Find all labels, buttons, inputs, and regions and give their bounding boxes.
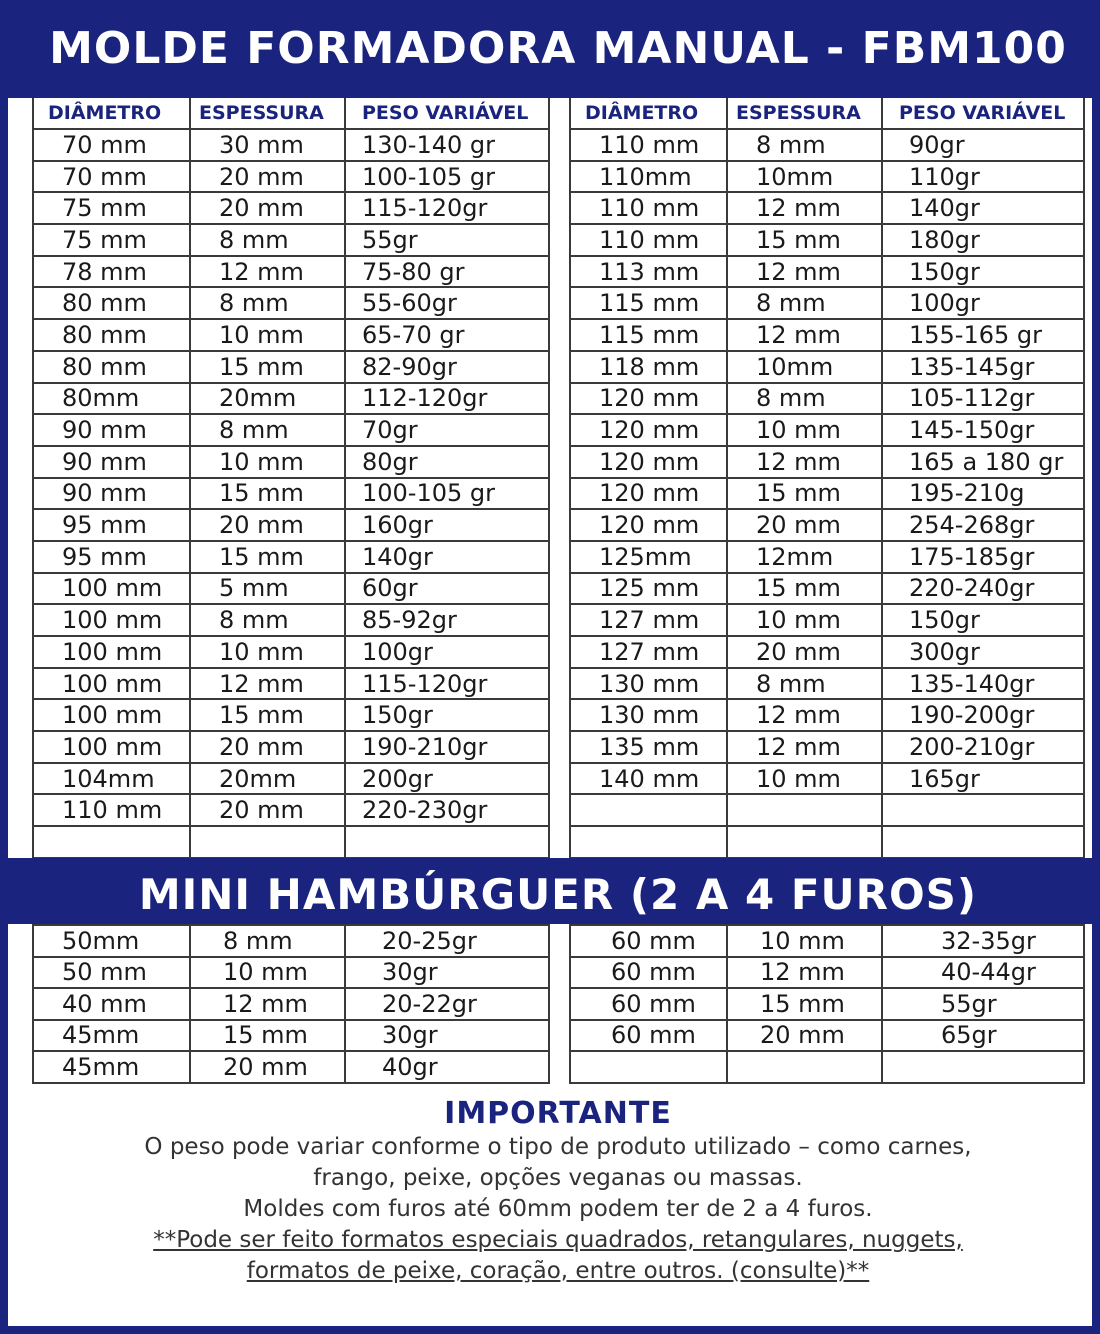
cell-thickness: 12 mm — [727, 699, 882, 731]
cell-diameter: 127 mm — [570, 636, 727, 668]
table-row — [570, 509, 1084, 541]
cell-weight: 130-140 gr — [345, 129, 549, 161]
table-row — [570, 636, 1084, 668]
table-row — [570, 383, 1084, 415]
cell-diameter — [570, 826, 727, 858]
column-header-diameter: DIÂMETRO — [570, 98, 727, 129]
table-row — [33, 446, 549, 478]
column-header-thickness: ESPESSURA — [727, 98, 882, 129]
cell-weight: 150gr — [345, 699, 549, 731]
table-row — [33, 731, 549, 763]
table-row — [33, 414, 549, 446]
cell-diameter: 70 mm — [33, 129, 190, 161]
cell-thickness: 15 mm — [727, 478, 882, 510]
column-header-thickness: ESPESSURA — [190, 98, 345, 129]
cell-thickness: 15 mm — [727, 224, 882, 256]
cell-weight: 55gr — [345, 224, 549, 256]
cell-weight: 100-105 gr — [345, 161, 549, 193]
cell-weight — [345, 826, 549, 858]
cell-weight: 20-22gr — [345, 988, 549, 1020]
cell-diameter: 78 mm — [33, 256, 190, 288]
cell-weight: 70gr — [345, 414, 549, 446]
cell-weight: 82-90gr — [345, 351, 549, 383]
cell-thickness: 12 mm — [727, 319, 882, 351]
cell-diameter: 75 mm — [33, 224, 190, 256]
cell-diameter: 50 mm — [33, 957, 190, 989]
table-row — [570, 129, 1084, 161]
cell-thickness: 10 mm — [190, 446, 345, 478]
cell-weight: 30gr — [345, 957, 549, 989]
cell-thickness: 8 mm — [190, 287, 345, 319]
cell-weight: 90gr — [882, 129, 1084, 161]
cell-thickness: 15 mm — [190, 478, 345, 510]
table-row — [33, 161, 549, 193]
cell-diameter: 80 mm — [33, 319, 190, 351]
table-row — [570, 668, 1084, 700]
note-special-formats: **Pode ser feito formatos especiais quadrados, retangulares, nuggets, — [153, 1227, 963, 1253]
cell-diameter: 90 mm — [33, 414, 190, 446]
table-row — [570, 478, 1084, 510]
note-text: Moldes com furos até 60mm podem ter de 2 a 4 furos. — [243, 1196, 873, 1222]
cell-thickness: 10 mm — [190, 319, 345, 351]
cell-thickness: 12 mm — [190, 988, 345, 1020]
cell-diameter: 50mm — [33, 925, 190, 957]
cell-thickness: 15 mm — [190, 1020, 345, 1052]
cell-thickness: 8 mm — [727, 287, 882, 319]
cell-thickness: 20mm — [190, 383, 345, 415]
cell-diameter — [33, 826, 190, 858]
cell-diameter: 110 mm — [570, 224, 727, 256]
cell-diameter: 80 mm — [33, 351, 190, 383]
cell-thickness: 10 mm — [727, 925, 882, 957]
cell-weight: 55gr — [882, 988, 1084, 1020]
cell-thickness — [190, 826, 345, 858]
cell-thickness: 15 mm — [727, 988, 882, 1020]
cell-diameter: 100 mm — [33, 668, 190, 700]
cell-diameter: 60 mm — [570, 988, 727, 1020]
cell-weight — [882, 794, 1084, 826]
cell-diameter — [570, 1051, 727, 1083]
cell-diameter: 104mm — [33, 763, 190, 795]
notes-section — [8, 1096, 1100, 1287]
table-row — [570, 1020, 1084, 1052]
table-row — [570, 826, 1084, 858]
mini-table-right — [569, 924, 1085, 1084]
cell-diameter: 135 mm — [570, 731, 727, 763]
table-row — [33, 636, 549, 668]
cell-thickness: 15 mm — [190, 541, 345, 573]
table-row — [570, 604, 1084, 636]
note-text: O peso pode variar conforme o tipo de produto utilizado – como carnes, — [144, 1134, 972, 1160]
cell-diameter: 100 mm — [33, 604, 190, 636]
table-row — [570, 763, 1084, 795]
cell-diameter: 127 mm — [570, 604, 727, 636]
table-row — [33, 383, 549, 415]
table-row — [33, 1051, 549, 1083]
cell-weight: 200gr — [345, 763, 549, 795]
cell-thickness — [727, 1051, 882, 1083]
cell-weight: 145-150gr — [882, 414, 1084, 446]
cell-weight: 220-230gr — [345, 794, 549, 826]
cell-thickness — [727, 794, 882, 826]
cell-weight: 150gr — [882, 256, 1084, 288]
cell-weight: 150gr — [882, 604, 1084, 636]
header-row — [570, 98, 1084, 129]
table-row — [33, 478, 549, 510]
cell-weight: 165 a 180 gr — [882, 446, 1084, 478]
cell-thickness: 10 mm — [727, 604, 882, 636]
cell-thickness: 20 mm — [190, 794, 345, 826]
cell-diameter: 110mm — [570, 161, 727, 193]
cell-weight: 40gr — [345, 1051, 549, 1083]
cell-thickness: 15 mm — [190, 699, 345, 731]
table-row — [33, 541, 549, 573]
table-row — [33, 826, 549, 858]
table-row — [33, 129, 549, 161]
cell-diameter: 90 mm — [33, 478, 190, 510]
cell-weight: 180gr — [882, 224, 1084, 256]
cell-weight: 195-210g — [882, 478, 1084, 510]
table-row — [33, 699, 549, 731]
cell-weight — [882, 1051, 1084, 1083]
cell-diameter: 120 mm — [570, 446, 727, 478]
mini-table-left — [32, 924, 550, 1084]
cell-weight: 30gr — [345, 1020, 549, 1052]
cell-thickness: 10 mm — [190, 636, 345, 668]
cell-diameter: 120 mm — [570, 478, 727, 510]
table-row — [570, 351, 1084, 383]
table-row — [570, 731, 1084, 763]
cell-diameter: 118 mm — [570, 351, 727, 383]
cell-diameter: 100 mm — [33, 573, 190, 605]
table-row — [570, 988, 1084, 1020]
cell-weight: 175-185gr — [882, 541, 1084, 573]
cell-weight: 65-70 gr — [345, 319, 549, 351]
cell-weight: 32-35gr — [882, 925, 1084, 957]
cell-weight: 100gr — [882, 287, 1084, 319]
cell-thickness: 10 mm — [727, 763, 882, 795]
main-table-left — [32, 98, 550, 859]
table-row — [33, 604, 549, 636]
column-header-diameter: DIÂMETRO — [33, 98, 190, 129]
cell-thickness: 12 mm — [727, 957, 882, 989]
cell-thickness: 12 mm — [727, 256, 882, 288]
table-row — [570, 925, 1084, 957]
cell-weight: 85-92gr — [345, 604, 549, 636]
cell-thickness: 20 mm — [190, 192, 345, 224]
cell-diameter: 100 mm — [33, 636, 190, 668]
table-row — [570, 699, 1084, 731]
cell-thickness: 8 mm — [190, 414, 345, 446]
cell-weight: 110gr — [882, 161, 1084, 193]
table-row — [570, 957, 1084, 989]
cell-thickness: 8 mm — [727, 129, 882, 161]
cell-weight: 60gr — [345, 573, 549, 605]
cell-thickness: 15 mm — [190, 351, 345, 383]
cell-weight: 65gr — [882, 1020, 1084, 1052]
cell-weight: 300gr — [882, 636, 1084, 668]
cell-thickness: 15 mm — [727, 573, 882, 605]
cell-thickness: 12 mm — [727, 192, 882, 224]
column-header-weight: PESO VARIÁVEL — [345, 98, 549, 129]
cell-thickness: 20 mm — [190, 161, 345, 193]
cell-thickness: 8 mm — [190, 925, 345, 957]
table-row — [570, 414, 1084, 446]
cell-weight: 20-25gr — [345, 925, 549, 957]
notes-heading: IMPORTANTE — [444, 1096, 672, 1131]
cell-thickness: 10 mm — [727, 414, 882, 446]
table-row — [33, 925, 549, 957]
cell-weight: 105-112gr — [882, 383, 1084, 415]
cell-diameter: 40 mm — [33, 988, 190, 1020]
table-row — [33, 319, 549, 351]
table-row — [33, 957, 549, 989]
cell-weight: 190-210gr — [345, 731, 549, 763]
table-row — [570, 256, 1084, 288]
cell-diameter: 60 mm — [570, 1020, 727, 1052]
cell-thickness: 8 mm — [727, 383, 882, 415]
table-row — [33, 509, 549, 541]
cell-thickness: 10 mm — [190, 957, 345, 989]
cell-diameter: 110 mm — [570, 129, 727, 161]
cell-diameter: 115 mm — [570, 287, 727, 319]
cell-weight: 254-268gr — [882, 509, 1084, 541]
cell-thickness: 20mm — [190, 763, 345, 795]
cell-diameter: 110 mm — [570, 192, 727, 224]
cell-diameter: 110 mm — [33, 794, 190, 826]
cell-diameter: 70 mm — [33, 161, 190, 193]
table-row — [33, 192, 549, 224]
cell-thickness: 20 mm — [190, 509, 345, 541]
cell-thickness: 20 mm — [727, 1020, 882, 1052]
cell-weight: 55-60gr — [345, 287, 549, 319]
cell-thickness: 12 mm — [727, 446, 882, 478]
table-row — [570, 573, 1084, 605]
cell-diameter: 100 mm — [33, 731, 190, 763]
cell-weight: 100-105 gr — [345, 478, 549, 510]
cell-diameter: 90 mm — [33, 446, 190, 478]
cell-weight: 135-140gr — [882, 668, 1084, 700]
cell-thickness: 30 mm — [190, 129, 345, 161]
cell-diameter: 130 mm — [570, 699, 727, 731]
cell-thickness: 10mm — [727, 351, 882, 383]
cell-diameter: 125mm — [570, 541, 727, 573]
cell-diameter: 115 mm — [570, 319, 727, 351]
cell-weight: 190-200gr — [882, 699, 1084, 731]
cell-weight: 160gr — [345, 509, 549, 541]
cell-weight: 135-145gr — [882, 351, 1084, 383]
main-table-right — [569, 98, 1085, 859]
cell-weight: 140gr — [345, 541, 549, 573]
cell-diameter: 125 mm — [570, 573, 727, 605]
cell-weight: 115-120gr — [345, 192, 549, 224]
cell-thickness: 8 mm — [190, 224, 345, 256]
cell-diameter: 45mm — [33, 1051, 190, 1083]
cell-thickness: 20 mm — [190, 731, 345, 763]
cell-diameter: 45mm — [33, 1020, 190, 1052]
cell-diameter: 95 mm — [33, 541, 190, 573]
cell-thickness: 5 mm — [190, 573, 345, 605]
table-row — [570, 541, 1084, 573]
table-row — [570, 161, 1084, 193]
cell-weight: 220-240gr — [882, 573, 1084, 605]
table-row — [33, 668, 549, 700]
cell-diameter: 100 mm — [33, 699, 190, 731]
page-title: MOLDE FORMADORA MANUAL - FBM100 — [8, 0, 1100, 98]
table-row — [33, 351, 549, 383]
cell-weight: 155-165 gr — [882, 319, 1084, 351]
cell-weight: 112-120gr — [345, 383, 549, 415]
cell-weight: 165gr — [882, 763, 1084, 795]
cell-weight: 200-210gr — [882, 731, 1084, 763]
cell-weight: 100gr — [345, 636, 549, 668]
cell-weight: 140gr — [882, 192, 1084, 224]
cell-diameter — [570, 794, 727, 826]
note-text: frango, peixe, opções veganas ou massas. — [313, 1165, 803, 1191]
cell-thickness: 8 mm — [727, 668, 882, 700]
cell-diameter: 140 mm — [570, 763, 727, 795]
cell-thickness: 12mm — [727, 541, 882, 573]
table-row — [570, 1051, 1084, 1083]
cell-diameter: 80mm — [33, 383, 190, 415]
cell-diameter: 75 mm — [33, 192, 190, 224]
cell-diameter: 120 mm — [570, 509, 727, 541]
table-row — [570, 287, 1084, 319]
note-special-formats: formatos de peixe, coração, entre outros. (consulte)** — [246, 1258, 870, 1284]
table-row — [33, 287, 549, 319]
table-row — [33, 573, 549, 605]
cell-diameter: 95 mm — [33, 509, 190, 541]
cell-diameter: 80 mm — [33, 287, 190, 319]
table-row — [33, 794, 549, 826]
cell-thickness: 20 mm — [727, 509, 882, 541]
cell-thickness — [727, 826, 882, 858]
cell-thickness: 10mm — [727, 161, 882, 193]
table-row — [33, 256, 549, 288]
cell-thickness: 20 mm — [727, 636, 882, 668]
table-row — [33, 224, 549, 256]
cell-thickness: 12 mm — [727, 731, 882, 763]
column-header-weight: PESO VARIÁVEL — [882, 98, 1084, 129]
header-row — [33, 98, 549, 129]
cell-diameter: 130 mm — [570, 668, 727, 700]
table-row — [570, 192, 1084, 224]
cell-diameter: 113 mm — [570, 256, 727, 288]
cell-weight: 115-120gr — [345, 668, 549, 700]
table-row — [33, 763, 549, 795]
table-row — [33, 1020, 549, 1052]
cell-thickness: 8 mm — [190, 604, 345, 636]
cell-weight: 75-80 gr — [345, 256, 549, 288]
cell-diameter: 60 mm — [570, 957, 727, 989]
table-row — [570, 319, 1084, 351]
cell-weight: 80gr — [345, 446, 549, 478]
table-row — [570, 794, 1084, 826]
cell-thickness: 12 mm — [190, 668, 345, 700]
cell-thickness: 12 mm — [190, 256, 345, 288]
cell-weight: 40-44gr — [882, 957, 1084, 989]
table-row — [33, 988, 549, 1020]
cell-thickness: 20 mm — [190, 1051, 345, 1083]
cell-diameter: 120 mm — [570, 383, 727, 415]
cell-diameter: 120 mm — [570, 414, 727, 446]
cell-weight — [882, 826, 1084, 858]
table-row — [570, 446, 1084, 478]
table-row — [570, 224, 1084, 256]
mini-section-title: MINI HAMBÚRGUER (2 A 4 FUROS) — [8, 858, 1100, 924]
cell-diameter: 60 mm — [570, 925, 727, 957]
